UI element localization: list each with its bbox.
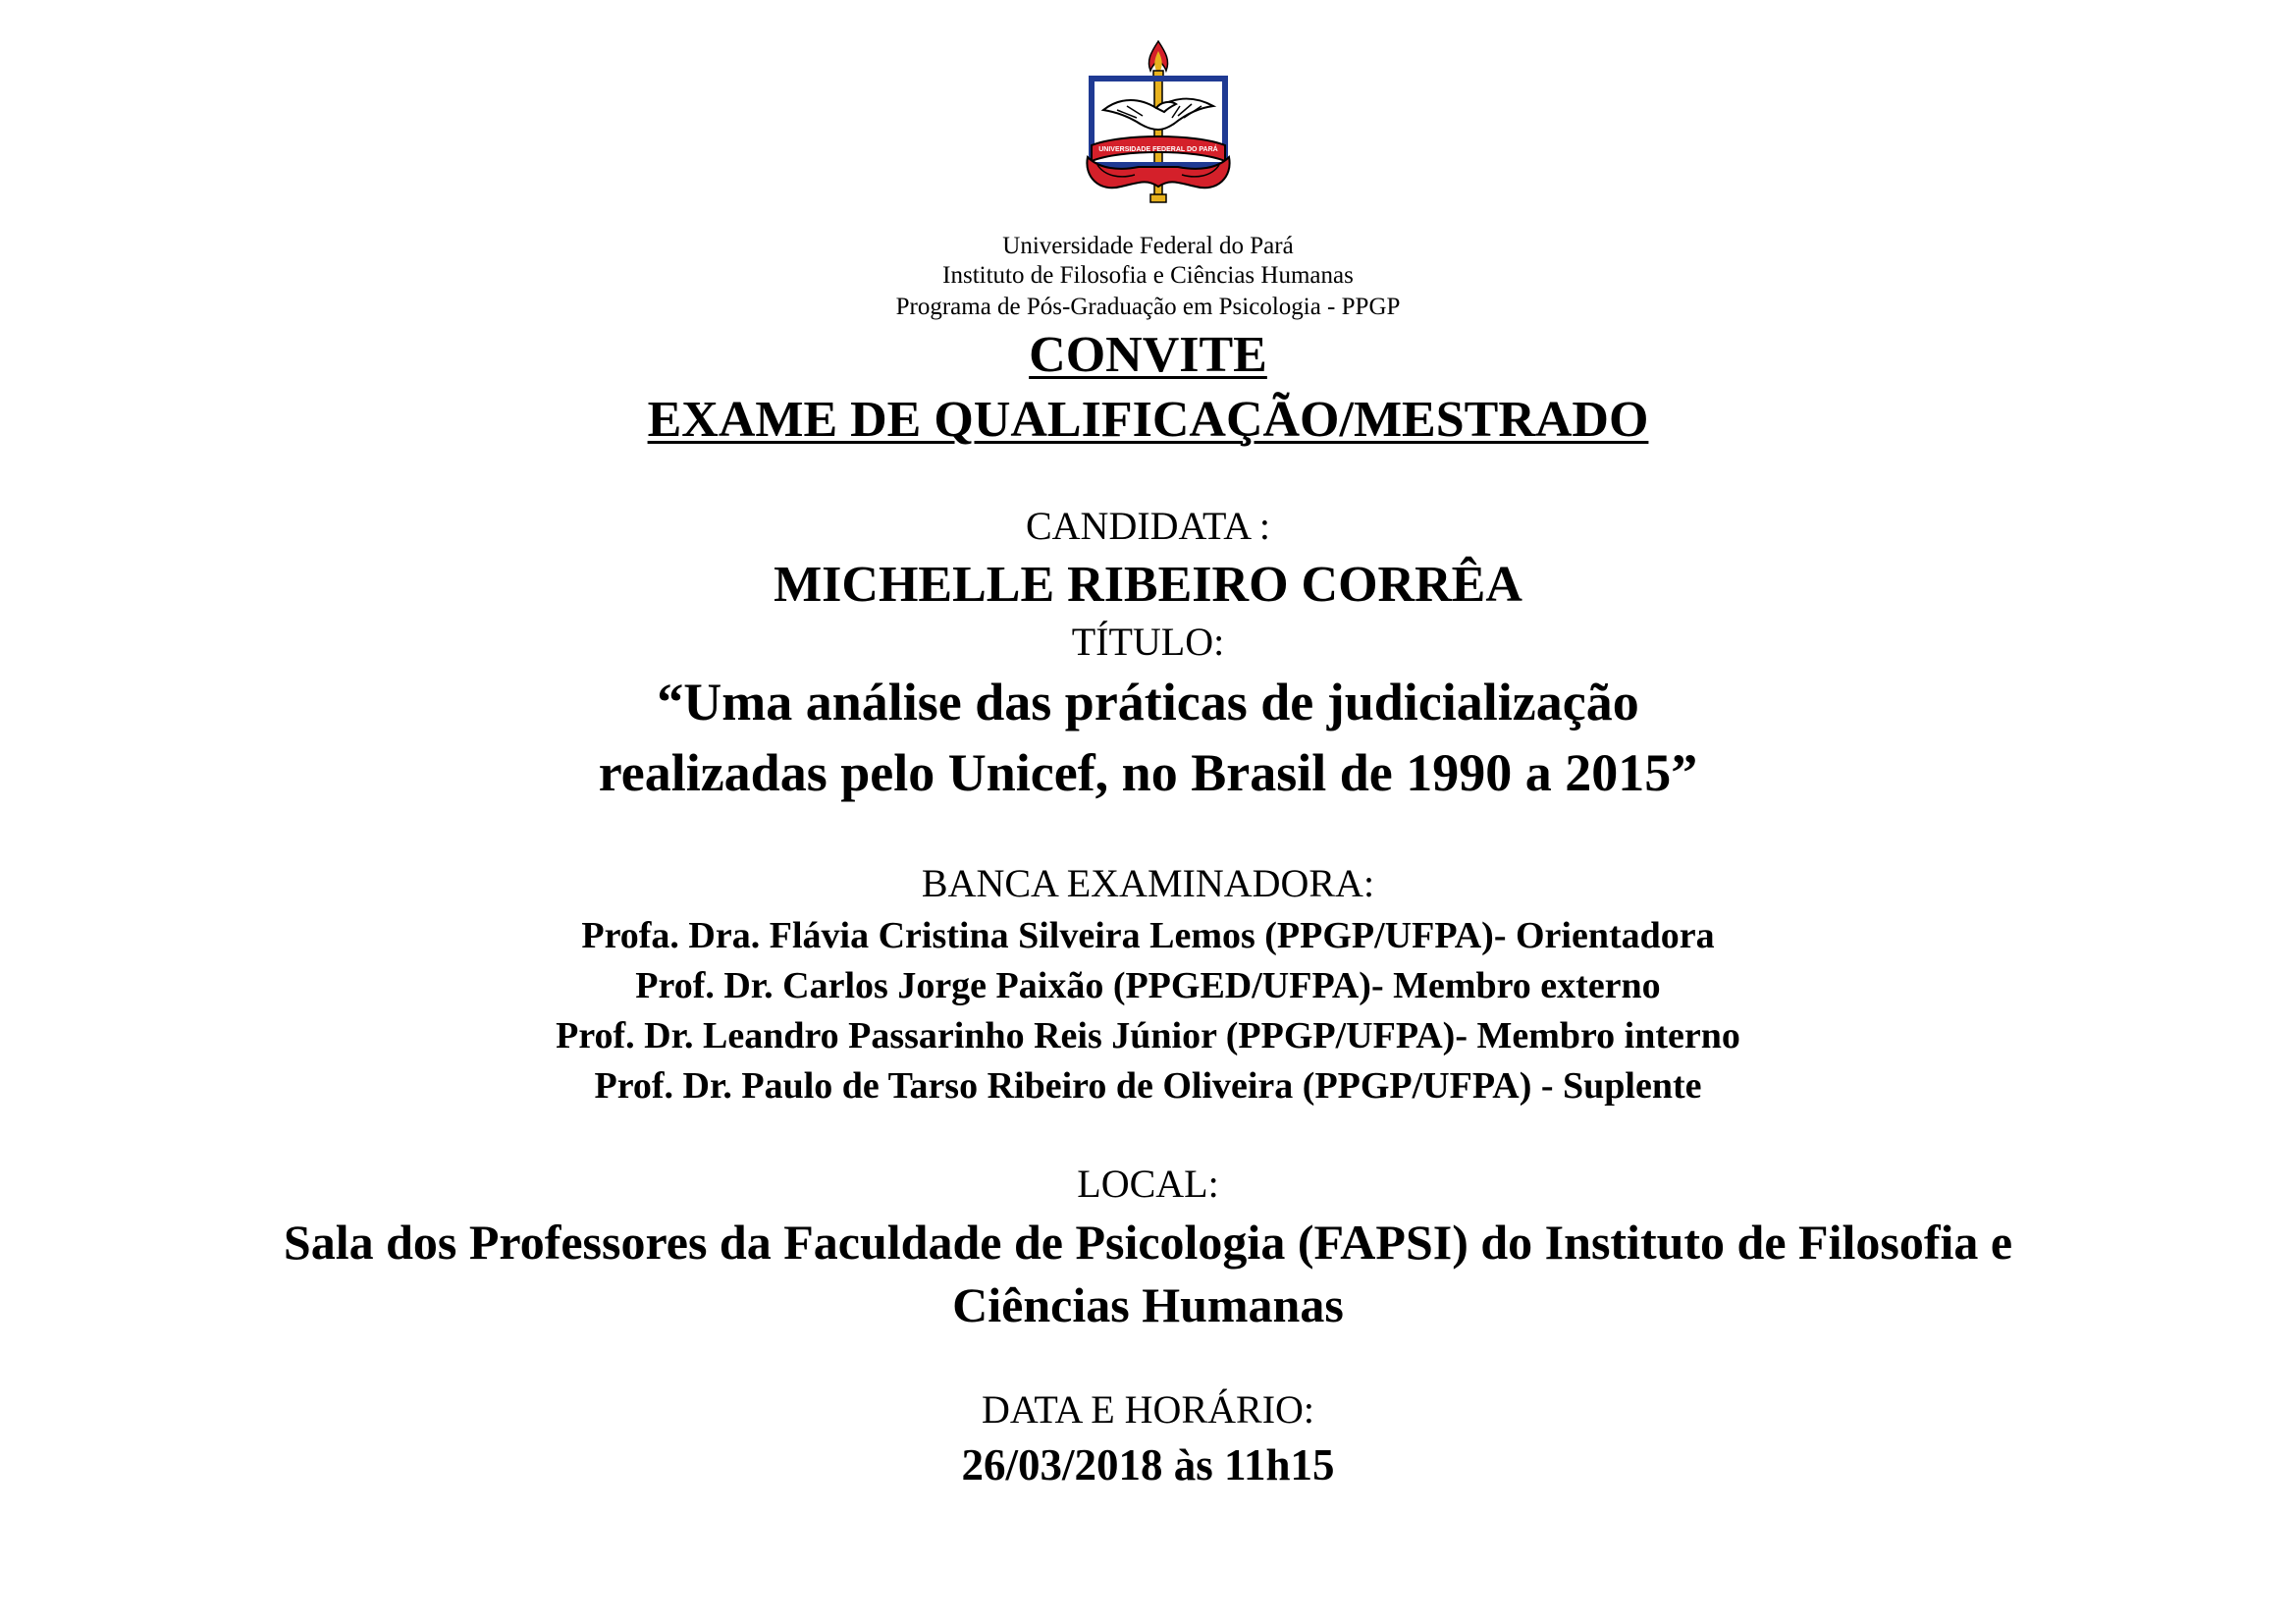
university-name: Universidade Federal do Pará [1002, 233, 1294, 259]
candidate-name: MICHELLE RIBEIRO CORRÊA [774, 557, 1522, 613]
committee-member: Prof. Dr. Paulo de Tarso Ribeiro de Oliveira (PPGP/UFPA) - Suplente [594, 1065, 1702, 1107]
exam-heading-text: EXAME DE QUALIFICAÇÃO/MESTRADO [647, 392, 1649, 448]
committee-member: Prof. Dr. Carlos Jorge Paixão (PPGED/UFPA)- Membro externo [635, 965, 1661, 1006]
schedule-value: 26/03/2018 às 11h15 [961, 1440, 1335, 1489]
location-line-2: Ciências Humanas [952, 1277, 1344, 1332]
thesis-title-line-2: realizadas pelo Unicef, no Brasil de 1990 a 2015” [598, 743, 1698, 802]
committee-member: Profa. Dra. Flávia Cristina Silveira Lemos (PPGP/UFPA)- Orientadora [581, 915, 1715, 956]
seal-ribbon-text: UNIVERSIDADE FEDERAL DO PARÁ [1098, 146, 1218, 153]
thesis-title-line-1: “Uma análise das práticas de judicialização [657, 673, 1639, 731]
exam-heading [0, 392, 2296, 448]
location-label: LOCAL: [1077, 1162, 1219, 1206]
program-name: Programa de Pós-Graduação em Psicologia - PPGP [895, 294, 1401, 320]
candidate-label: CANDIDATA : [1025, 504, 1271, 548]
committee-label: BANCA EXAMINADORA: [921, 861, 1375, 905]
title-label: TÍTULO: [1071, 620, 1225, 664]
institute-name: Instituto de Filosofia e Ciências Humanas [942, 262, 1354, 289]
schedule-label: DATA E HORÁRIO: [981, 1387, 1315, 1432]
committee-member: Prof. Dr. Leandro Passarinho Reis Júnior (PPGP/UFPA)- Membro interno [556, 1015, 1740, 1056]
location-line-1: Sala dos Professores da Faculdade de Psicologia (FAPSI) do Instituto de Filosofia e [283, 1215, 2013, 1270]
invitation-heading [0, 327, 2296, 383]
ufpa-seal-icon [1082, 39, 1235, 216]
invitation-heading-text: CONVITE [1029, 327, 1267, 383]
